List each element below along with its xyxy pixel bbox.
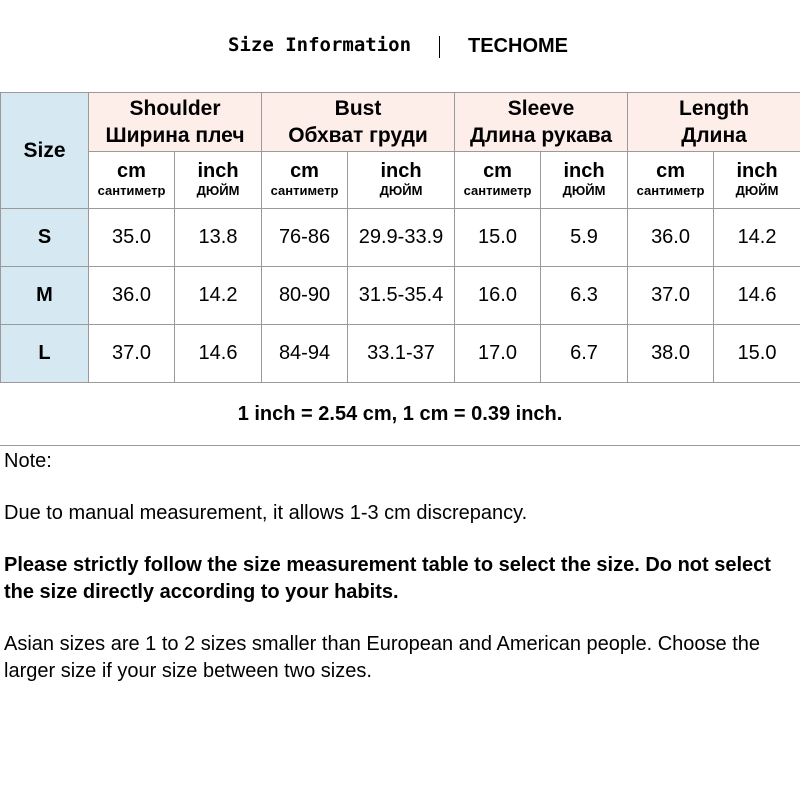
table-cell: 33.1-37	[348, 325, 455, 383]
table-cell: 84-94	[262, 325, 348, 383]
group-header-length	[628, 93, 800, 152]
unit-label: inch	[380, 160, 422, 182]
table-cell: 6.3	[541, 267, 628, 325]
table-cell: 13.8	[175, 209, 262, 267]
table-row	[1, 325, 800, 383]
table-cell: 14.6	[714, 267, 800, 325]
unit-header-inch	[541, 152, 628, 209]
table-cell: 14.2	[175, 267, 262, 325]
unit-conversion-note: 1 inch = 2.54 cm, 1 cm = 0.39 inch.	[0, 383, 800, 446]
note-follow-table: Please strictly follow the size measurement table to select the size. Do not select the size directly according to your habits.	[4, 554, 771, 603]
unit-header-inch	[714, 152, 800, 209]
group-label-en: Shoulder	[129, 97, 221, 120]
unit-header-cm	[262, 152, 348, 209]
brand-name: TECHOME	[468, 35, 568, 57]
table-cell: 16.0	[455, 267, 541, 325]
unit-label-ru: ДЮЙМ	[379, 183, 423, 198]
size-label: M	[1, 267, 89, 325]
unit-header-cm	[89, 152, 175, 209]
group-header-sleeve	[455, 93, 628, 152]
table-cell: 6.7	[541, 325, 628, 383]
notes-heading: Note:	[4, 450, 52, 472]
table-cell: 76-86	[262, 209, 348, 267]
group-label-en: Sleeve	[507, 97, 575, 120]
unit-header-cm	[455, 152, 541, 209]
group-label-en: Bust	[334, 97, 382, 120]
table-cell: 37.0	[89, 325, 175, 383]
table-row	[1, 267, 800, 325]
note-asian-sizes: Asian sizes are 1 to 2 sizes smaller than European and American people. Choose the larger size if your size between two sizes.	[4, 633, 760, 682]
table-cell: 36.0	[89, 267, 175, 325]
table-cell: 17.0	[455, 325, 541, 383]
table-cell: 31.5-35.4	[348, 267, 455, 325]
group-label-ru: Длина рукава	[469, 124, 613, 147]
unit-header-inch	[175, 152, 262, 209]
table-row	[1, 209, 800, 267]
table-cell: 36.0	[628, 209, 714, 267]
group-label-ru: Ширина плеч	[105, 124, 245, 147]
table-cell: 14.2	[714, 209, 800, 267]
group-label-ru: Обхват груди	[288, 124, 428, 147]
table-cell: 5.9	[541, 209, 628, 267]
group-header-bust	[262, 93, 455, 152]
size-column-header: Size	[1, 93, 89, 209]
unit-label: cm	[117, 160, 146, 182]
unit-label-ru: сантиметр	[270, 183, 339, 198]
unit-label: inch	[197, 160, 239, 182]
unit-label: cm	[656, 160, 685, 182]
page-title: Size Information	[228, 34, 412, 56]
size-label: S	[1, 209, 89, 267]
unit-header-inch	[348, 152, 455, 209]
unit-label-ru: ДЮЙМ	[196, 183, 240, 198]
table-cell: 29.9-33.9	[348, 209, 455, 267]
unit-label: inch	[563, 160, 605, 182]
table-cell: 38.0	[628, 325, 714, 383]
unit-label-ru: ДЮЙМ	[562, 183, 606, 198]
table-cell: 14.6	[175, 325, 262, 383]
page-header	[0, 0, 800, 92]
header-divider	[439, 36, 440, 58]
table-cell: 35.0	[89, 209, 175, 267]
size-table	[0, 92, 800, 383]
unit-label: cm	[290, 160, 319, 182]
table-cell: 15.0	[455, 209, 541, 267]
size-label: L	[1, 325, 89, 383]
table-cell: 80-90	[262, 267, 348, 325]
unit-header-cm	[628, 152, 714, 209]
note-discrepancy: Due to manual measurement, it allows 1-3 cm discrepancy.	[4, 502, 528, 524]
notes-section	[4, 448, 794, 710]
unit-label-ru: сантиметр	[463, 183, 532, 198]
unit-label-ru: сантиметр	[636, 183, 705, 198]
group-label-ru: Длина	[681, 124, 747, 147]
unit-label-ru: сантиметр	[97, 183, 166, 198]
unit-label-ru: ДЮЙМ	[735, 183, 779, 198]
group-header-shoulder	[89, 93, 262, 152]
group-label-en: Length	[679, 97, 750, 120]
table-cell: 37.0	[628, 267, 714, 325]
unit-label: cm	[483, 160, 512, 182]
table-cell: 15.0	[714, 325, 800, 383]
unit-label: inch	[736, 160, 778, 182]
